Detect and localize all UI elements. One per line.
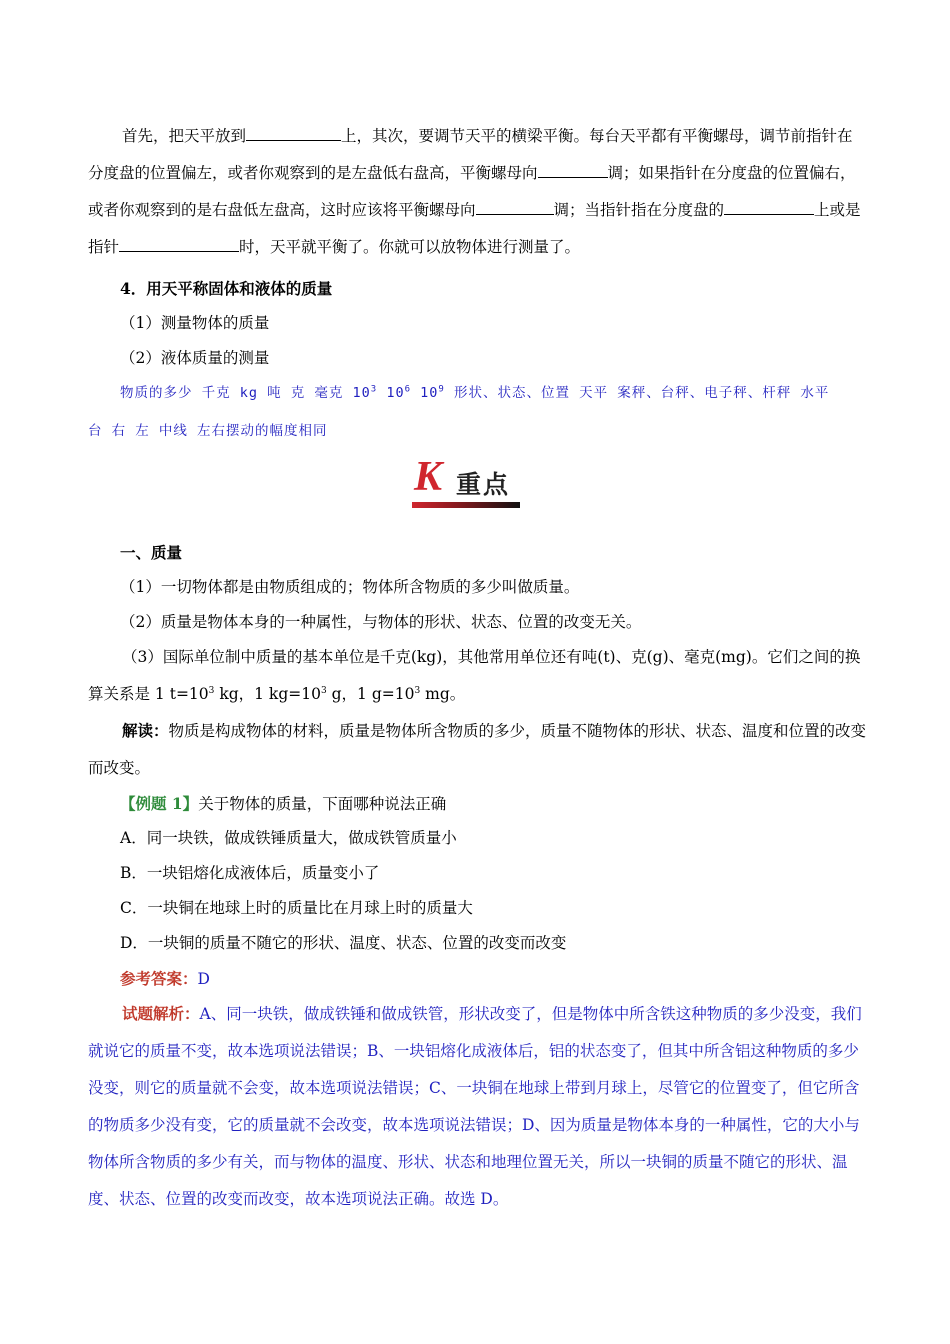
answer-value: D <box>197 970 210 988</box>
example-option-c: C．一块铜在地球上时的质量比在月球上时的质量大 <box>120 899 473 917</box>
section4-item-1: （1）测量物体的质量 <box>120 314 270 332</box>
key-points-logo <box>412 455 520 510</box>
reading-text: 物质是构成物体的材料，质量是物体所含物质的多少，质量不随物体的形状、状态、温度和位置的改变而改变。 <box>88 722 867 777</box>
intro-text-5: 上或是指针 <box>88 201 861 256</box>
reading-note <box>88 712 868 787</box>
intro-text-4: 调；当指针指在分度盘的 <box>553 201 725 219</box>
example-label: 【例题 1】 <box>120 794 199 813</box>
answer-label: 参考答案： <box>120 969 198 988</box>
intro-paragraph <box>88 118 868 266</box>
mass-point-2: （2）质量是物体本身的一种属性，与物体的形状、状态、位置的改变无关。 <box>120 613 642 631</box>
intro-text-6: 时，天平就平衡了。你就可以放物体进行测量了。 <box>239 238 581 256</box>
answers-line-2: 台 右 左 中线 左右摆动的幅度相同 <box>88 423 328 439</box>
example-option-b: B．一块铝熔化成液体后，质量变小了 <box>120 864 380 882</box>
logo-text: 重点 <box>456 470 511 499</box>
example-option-d: D．一块铜的质量不随它的形状、温度、状态、位置的改变而改变 <box>120 934 567 952</box>
blank-3 <box>476 200 554 215</box>
intro-text-1: 首先，把天平放到 <box>122 127 247 145</box>
reading-label: 解读： <box>122 721 169 740</box>
example-option-a: A．同一块铁，做成铁锤质量大，做成铁管质量小 <box>120 829 457 847</box>
example-answer <box>120 960 868 998</box>
mass-point-3: （3）国际单位制中质量的基本单位是千克(kg)，其他常用单位还有吨(t)、克(g)、毫克(mg)。它们之间的换算关系是 1 $t=10^3$ kg，1 $kg=10^3$ g，1 $g=10^3$ mg。 <box>88 648 861 703</box>
logo-letter: K <box>414 454 443 500</box>
section4-item-2: （2）液体质量的测量 <box>120 349 270 367</box>
blank-1 <box>246 126 341 141</box>
section4-title: 4．用天平称固体和液体的质量 <box>120 279 333 298</box>
blank-4 <box>724 200 814 215</box>
blank-5 <box>119 237 239 252</box>
answers-line-1: 物质的多少 千克 kg 吨 克 毫克 $10^3$ $10^6$ $10^9$ 形状、状态、位置 天平 案秤、台秤、电子秤、杆秤 水平 <box>120 384 830 401</box>
mass-point-1: （1）一切物体都是由物质组成的；物体所含物质的多少叫做质量。 <box>120 578 580 596</box>
mass-heading: 一、质量 <box>120 543 183 562</box>
example-analysis <box>88 995 868 1218</box>
analysis-label: 试题解析： <box>122 1004 200 1023</box>
logo-underline <box>412 502 520 508</box>
intro-text-2: 上，其次，要调节天平的横梁平衡。每台天平都有平衡螺母，调节前指针在分度盘的位置偏左，或者你观察到的是左盘低右盘高，平衡螺母向 <box>88 127 853 182</box>
example-question: 【例题 1】关于物体的质量，下面哪种说法正确 <box>120 794 447 813</box>
blank-2 <box>538 163 608 178</box>
intro-text-3: 调；如果指针在分度盘的位置偏右，或者你观察到的是右盘低左盘高，这时应该将平衡螺母向 <box>88 164 856 219</box>
analysis-text: A、同一块铁，做成铁锤和做成铁管，形状改变了，但是物体中所含铁这种物质的多少没变，我们就说它的质量不变，故本选项说法错误；B、一块铝熔化成液体后，铝的状态变了，但其中所含铝这种物质的多少没变，则它的质量就不会变，故本选项说法错误；C、一块铜在地球上带到月球上，尽管它的位置变了，但它所含的物质多少没有变，它的质量就不会改变，故本选项说法错误；D、因为质量是物体本身的一种属性，它的大小与物体所含物质的多少有关，而与物体的温度、形状、状态和地理位置无关，所以一块铜的质量不随它的形状、温度、状态、位置的改变而改变，故本选项说法正确。故选 D。 <box>88 1005 862 1208</box>
